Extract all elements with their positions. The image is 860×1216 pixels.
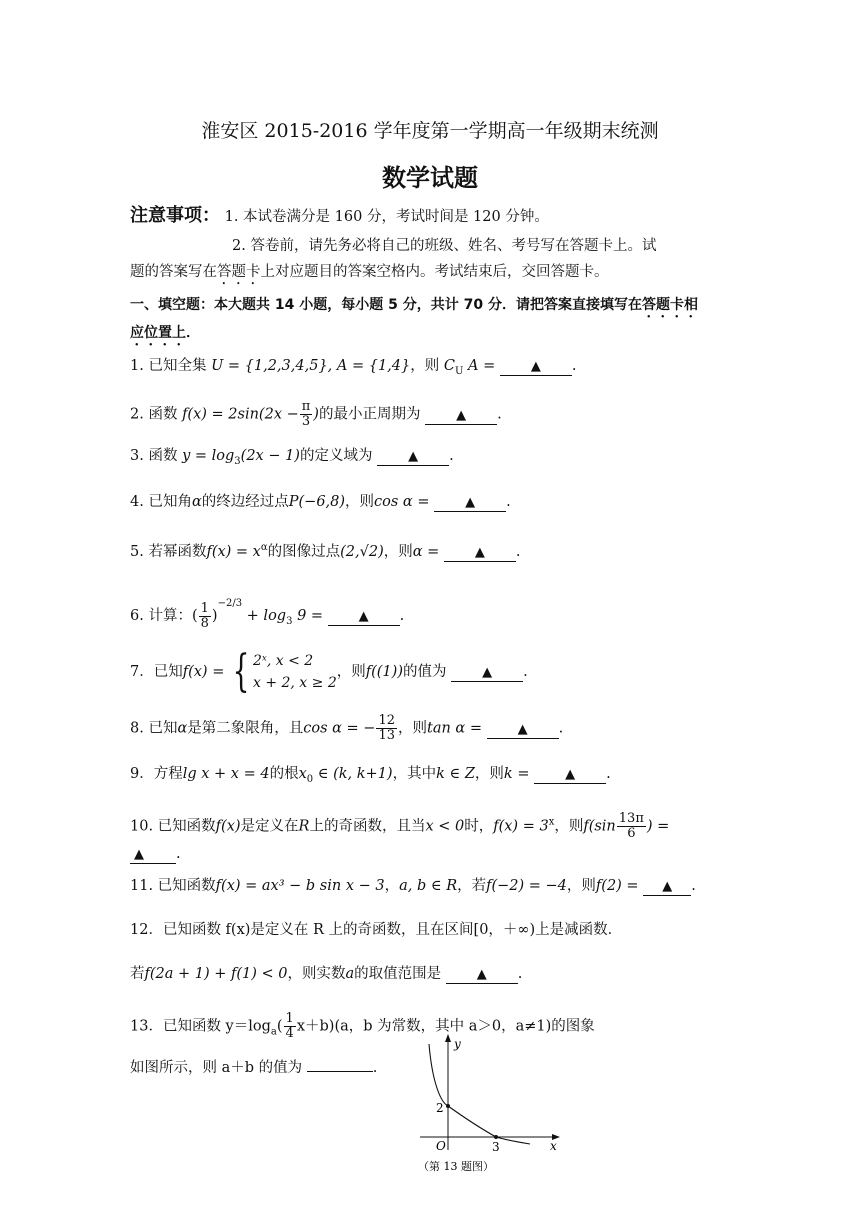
section-1-dot-1: 答题卡相 [641, 297, 698, 313]
question-12-line-2: 若f(2a + 1) + f(1) < 0，则实数a的取值范围是 ▲ . [130, 966, 523, 982]
figure-caption: （第 13 题图） [418, 1160, 494, 1173]
page-title: 淮安区 2015-2016 学年度第一学期高一年级期末统测 [201, 120, 659, 142]
question-4: 4. 已知角α的终边经过点P(−6,8)，则cos α = ▲ . [130, 494, 511, 510]
notes-item-2a: 2. 答卷前，请先务必将自己的班级、姓名、考号写在答题卡上。试 [232, 238, 657, 254]
question-12-line-1: 12．已知函数 f(x)是定义在 R 上的奇函数，且在区间[0，＋∞)上是减函数． [130, 922, 623, 938]
answer-blank-10[interactable]: ▲ [130, 846, 176, 864]
question-7: 7．已知f(x) = { 2ˣ, x < 2 x + 2, x ≥ 2 ，则f((1))的值为 ▲ . [130, 646, 528, 697]
log-curve [429, 1044, 530, 1144]
answer-blank-2[interactable]: ▲ [425, 407, 497, 425]
page-subtitle: 数学试题 [382, 164, 478, 192]
question-9: 9．方程lg x + x = 4的根$x_0$ ∈ (k, k+1)，其中k ∈ Z，则k = ▲ . [130, 766, 611, 785]
x-tick-label: 3 [492, 1140, 500, 1154]
question-11: 11. 已知函数f(x) = ax³ − b sin x − 3，a, b ∈ R，若f(−2) = −4，则f(2) = ▲ . [130, 878, 696, 894]
question-2: 2. 函数 f(x) = 2sin(2x − $\frac{\pi}{3}$ )的最小正周期为 ▲ . [130, 399, 502, 429]
y-intercept-point [446, 1104, 450, 1108]
question-10: 10. 已知函数f(x)是定义在R上的奇函数，且当x < 0时，$f(x) = 3^x$，则f(sin $\frac{13\pi}{6}$ ) = [130, 811, 670, 841]
answer-blank-1[interactable]: ▲ [500, 358, 572, 376]
question-5: 5. 若幂函数$f(x) = x^\alpha$的图像过点(2,√2)，则α = ▲ . [130, 542, 521, 560]
notes-item-2b [130, 262, 609, 288]
question-1: 1. 已知全集 U = {1,2,3,4,5}, A = {1,4}，则 $C_U$ A = ▲ . [130, 358, 577, 377]
answer-blank-7[interactable]: ▲ [451, 664, 523, 682]
notes-line-1 [130, 206, 549, 227]
question-13-line-1: 13．已知函数 $y=\log_a$( $\frac{1}{4}$ x＋b)(a，b 为常数，其中 a＞0，a≠1)的图象 [130, 1011, 595, 1041]
answer-blank-5[interactable]: ▲ [444, 544, 516, 562]
notes-item-1: 1. 本试卷满分是 160 分，考试时间是 120 分钟。 [224, 209, 549, 225]
answer-blank-8[interactable]: ▲ [487, 721, 559, 739]
function-graph-figure [400, 1030, 580, 1180]
y-axis-label: y [454, 1037, 461, 1051]
answer-blank-6[interactable]: ▲ [328, 608, 400, 626]
answer-blank-12[interactable]: ▲ [446, 966, 518, 984]
y-axis-arrow [445, 1034, 451, 1042]
answer-blank-3[interactable]: ▲ [377, 448, 449, 466]
origin-label: O [436, 1139, 446, 1153]
answer-blank-4[interactable]: ▲ [434, 494, 506, 512]
answer-blank-9[interactable]: ▲ [534, 766, 606, 784]
section-1-text: 一、填空题：本大题共 14 小题，每小题 5 分，共计 70 分．请把答案直接填写在 [130, 297, 642, 313]
x-axis-label: x [550, 1139, 557, 1153]
question-8: 8. 已知α是第二象限角，且cos α = − $\frac{12}{13}$ ，则tan α = ▲ . [130, 713, 564, 743]
y-tick-label: 2 [436, 1101, 444, 1115]
notes-item-2b-dot: 答题卡 [217, 264, 261, 280]
x-intercept-point [494, 1135, 498, 1139]
section-1-dot-2: 应位置上 [130, 325, 186, 341]
notes-label: 注意事项： [130, 205, 220, 226]
question-3: 3. 函数 $y = \log_3(2x - 1)$的定义域为 ▲ . [130, 448, 454, 467]
section-1-line-2 [130, 322, 200, 349]
notes-item-2b-pre: 题的答案写在 [130, 264, 217, 280]
question-10-answer-line: ▲ . [130, 844, 181, 864]
section-1-end: ． [186, 325, 200, 341]
notes-item-2b-post: 上对应题目的答案空格内。考试结束后，交回答题卡。 [260, 264, 609, 280]
question-6: 6. 计算：( $\frac{1}{8}$ )$^{-2/3} + \log_3 9$ = ▲ . [130, 598, 405, 631]
question-13-line-2: 如图所示，则 a＋b 的值为 . [130, 1060, 378, 1076]
answer-blank-13 [307, 1071, 373, 1072]
answer-blank-11[interactable]: ▲ [643, 878, 691, 896]
section-1-line-1 [130, 294, 698, 321]
